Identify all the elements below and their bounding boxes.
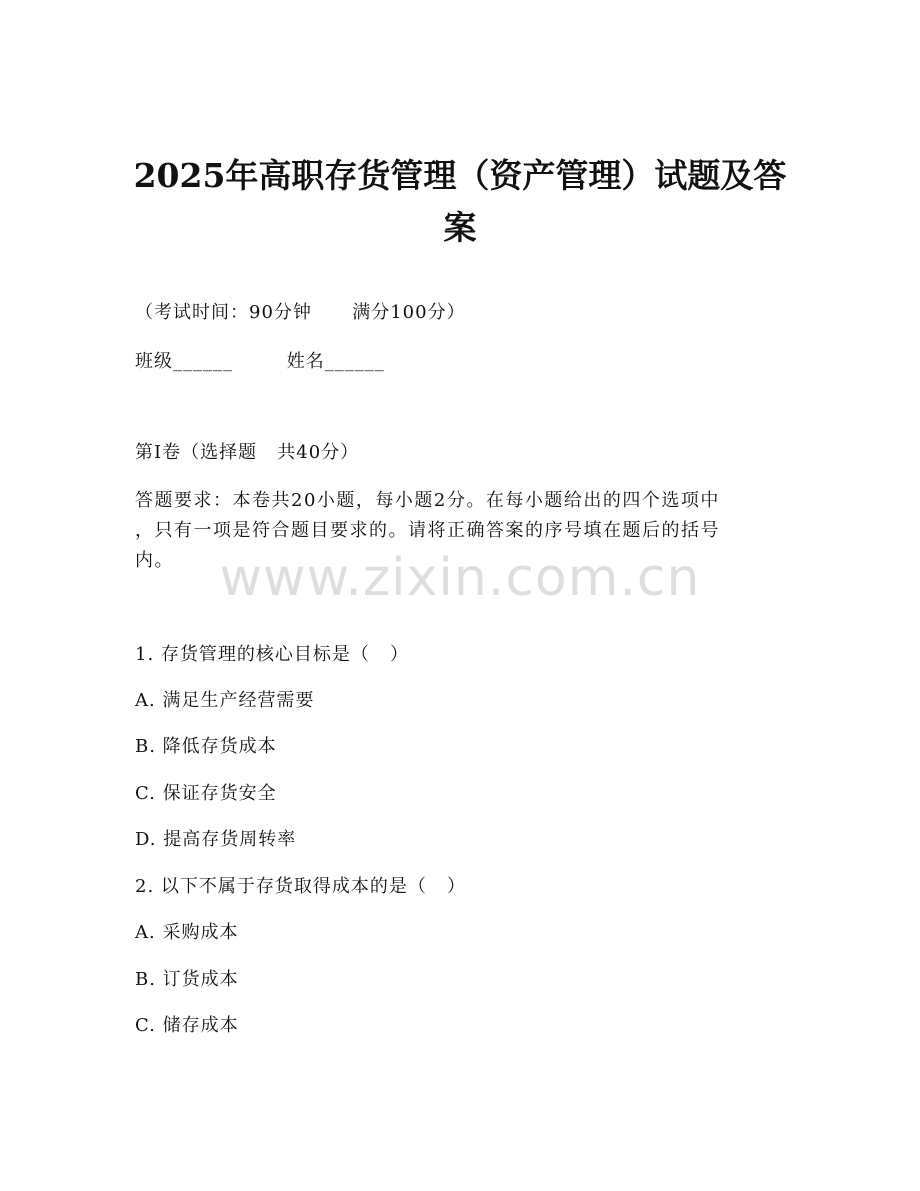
question-2-option-a: A. 采购成本 — [135, 922, 239, 943]
question-1-stem: 1. 存货管理的核心目标是（ ） — [135, 644, 410, 665]
title-line-2: 案 — [443, 208, 477, 247]
document-title — [120, 150, 800, 254]
question-1-option-c: C. 保证存货安全 — [135, 783, 277, 804]
section-heading: 第I卷（选择题 共40分） — [135, 442, 360, 463]
question-1-option-b: B. 降低存货成本 — [135, 736, 277, 757]
class-name-line: 班级______ 姓名______ — [135, 351, 385, 372]
question-2-option-b: B. 订货成本 — [135, 969, 239, 990]
exam-info: （考试时间：90分钟 满分100分） — [135, 302, 466, 323]
instructions — [135, 486, 785, 576]
title-line-1: 2025年高职存货管理（资产管理）试题及答 — [133, 156, 787, 195]
question-1-option-a: A. 满足生产经营需要 — [135, 690, 315, 711]
instructions-line: 答题要求：本卷共20小题，每小题2分。在每小题给出的四个选项中 — [135, 490, 720, 511]
instructions-line: 内。 — [135, 550, 174, 571]
watermark: www.zixin.com.cn — [219, 548, 701, 608]
question-2-stem: 2. 以下不属于存货取得成本的是（ ） — [135, 876, 467, 897]
question-1-option-d: D. 提高存货周转率 — [135, 829, 297, 850]
question-2-option-c: C. 储存成本 — [135, 1015, 239, 1036]
instructions-line: ，只有一项是符合题目要求的。请将正确答案的序号填在题后的括号 — [135, 520, 720, 541]
